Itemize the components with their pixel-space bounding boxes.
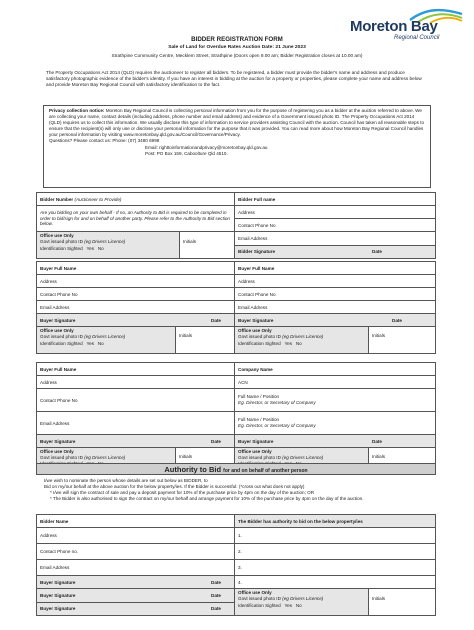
authority-table [36, 514, 436, 616]
buyer1-office-use: Office use Only Govt issued photo ID (eg Drivers Licence) Identification Sighted Yes No Initials [37, 327, 235, 354]
bidder-office-use: Office use Only Govt issued photo ID (eg Drivers Licence) Identification Sighted Yes No Initials [37, 232, 235, 259]
option-sign-myself[interactable]: * I/we will sign the contract of sale and pay a deposit payment for 10% of the purchase price by 4pm on the day of the auction; OR [50, 490, 315, 496]
form-subtitle: Sale of Land for Overdue Rates Auction Date: 21 June 2023 [168, 45, 306, 50]
buyer1-address[interactable]: Address [37, 275, 235, 288]
ab-bidder-name[interactable]: Bidder Name [37, 515, 235, 528]
logo-wordmark: Moreton Bay [350, 18, 438, 35]
privacy-email: Email: righttoinformationandprivacy@moretonbay.qld.gov.au [145, 144, 268, 150]
buyer2-email[interactable]: Email Address [235, 301, 436, 314]
initials-box[interactable]: Initials [368, 448, 435, 472]
ab-office-use: Office use Only Govt issued photo ID (eg Drivers Licence) Identification Sighted Yes No Initials [235, 589, 436, 616]
privacy-post: Post: PO Box 159, Caboolture Qld 4510. [145, 150, 228, 156]
buyer2-signature[interactable]: Buyer Signature Date [235, 314, 436, 327]
buyer2-office-use: Office use Only Govt issued photo ID (eg Drivers Licence) Identification Sighted Yes No Initials [235, 327, 436, 354]
bidder-address-field[interactable]: Address [235, 206, 436, 219]
ab-property-1[interactable]: 1. [235, 528, 436, 544]
privacy-questions: Questions? Please contact us: Phone: (07) 3480 6998 [49, 138, 160, 144]
authority-banner: Authority to Bid for and on behalf of another person [36, 463, 436, 475]
initials-box[interactable]: Initials [368, 327, 435, 353]
bidder-signature-field[interactable]: Bidder Signature Date [235, 245, 436, 259]
buyer3-contact[interactable]: Contact Phone No [37, 389, 235, 412]
sighted-no[interactable]: No [97, 245, 104, 251]
ab-property-header: The Bidder has authority to bid on the below property/ies [235, 515, 436, 528]
bidder-number-cell[interactable]: Bidder Number (Auctioneer to Provide) [37, 193, 235, 206]
bidder-table [36, 192, 436, 259]
ab-email[interactable]: Email Address [37, 560, 235, 576]
buyer1-signature[interactable]: Buyer Signature Date [37, 314, 235, 327]
buyer2-address[interactable]: Address [235, 275, 436, 288]
buyer3-address[interactable]: Address [37, 376, 235, 389]
ab-buyer-signature-3[interactable]: Buyer Signature Date [37, 602, 235, 616]
buyer1-full-name[interactable]: Buyer Full Name [37, 262, 235, 275]
venue-line: Strathpine Community Centre, Mecklem Street, Strathpine (Doors open 9.00 am; Bidder Registration closes at 10.00 am) [111, 53, 363, 58]
privacy-heading: Privacy collection notice: [49, 108, 105, 113]
bidder-contact-field[interactable]: Contact Phone No [235, 219, 436, 232]
ab-property-3[interactable]: 3. [235, 560, 436, 576]
ab-property-2[interactable]: 2. [235, 544, 436, 560]
buyer1-contact[interactable]: Contact Phone No [37, 288, 235, 301]
privacy-notice [43, 105, 431, 188]
logo-tagline: Regional Council [394, 35, 440, 41]
company-signature[interactable]: Buyer Signature Date [235, 435, 436, 448]
buyer3-full-name[interactable]: Buyer Full Name [37, 363, 235, 376]
buyer1-email[interactable]: Email Address [37, 301, 235, 314]
ab-property-4[interactable]: 4. [235, 576, 436, 589]
buyer3-email[interactable]: Email Address [37, 412, 235, 435]
authority-text: I/we wish to nominate the person whose details are set out below as BIDDER, to Bid on my/our behalf at the above auction for the below property/ies. If the Bidder is successful: (*cross out what does not apply) * I/we will sign the contract of sale and pay a deposit payment for 10% of the purchase price by 4pm on the day of the auction; OR * The Bidder is also authorised to sign the contract on my/our behalf and arrange payment for 10% of the purchase price by 4pm on the day of the auction. [44, 478, 429, 502]
buyer2-full-name[interactable]: Buyer Full Name [235, 262, 436, 275]
bidder-full-name-field[interactable]: Bidder Full name [235, 193, 436, 206]
behalf-note: Are you bidding on your own behalf - If no, an Authority to Bid is required to be completed in order to bid/sign for and on behalf of another party. Please refer to the Authority to Bid section below. [37, 206, 235, 232]
ab-contact[interactable]: Contact Phone no. [37, 544, 235, 560]
company-position-field-2[interactable]: Full Name / Position Eg. Director, or Secretary of Company [235, 412, 436, 435]
company-name-field[interactable]: Company Name [235, 363, 436, 376]
buyer3-office-use: Office use Only Govt issued photo ID (eg Drivers Licence) Initials [37, 448, 235, 473]
form-title: BIDDER REGISTRATION FORM [191, 36, 283, 43]
council-logo [350, 6, 466, 40]
company-office-use: Office use Only Govt issued photo ID (eg Drivers Licence) Initials [235, 448, 436, 473]
privacy-text: Moreton Bay Regional Council is collecting personal information from you for the purpose of registering you as a bidder at the auction referred to above. We are collecting your name, contact details (including address, phone number and email address) and evidence of a Government issued photo ID. The Property Occupations Act 2014 (QLD) requires us to collect this information. We usually disclose this type of information to service providers assisting Council with the auction. Council has taken all reasonable steps to ensure that the recipient(s) will only use or disclose your personal information for the purpose that it was provided. You can read more about how Moreton Bay Regional Council handles your personal information by visiting www.moretonbay.qld.gov.au/Council/Governance/Privacy. [49, 108, 424, 138]
buyer2-contact[interactable]: Contact Phone No [235, 288, 436, 301]
ab-buyer-signature-2[interactable]: Buyer Signature Date [37, 589, 235, 603]
buyer3-signature[interactable]: Buyer Signature Date [37, 435, 235, 448]
option-bidder-signs[interactable]: * The Bidder is also authorised to sign the contract on my/our behalf and arrange payment for 10% of the purchase price by 4pm on the day of the auction. [50, 496, 364, 502]
sighted-yes[interactable]: Yes [86, 245, 94, 251]
company-position-field[interactable]: Full Name / Position Eg. Director, or Secretary of Company [235, 389, 436, 412]
buyer-company-table [36, 362, 436, 473]
intro-text: The Property Occupations Act 2014 (QLD) requires the auctioneer to register all bidders. To be registered, a bidder must provide the bidder's name and address and produce satisfactory photographic evidence of the bidder's identity. If you have an interest in bidding at the auction for a property or properties, please complete your name and address below and provide Moreton Bay Regional Council with satisfactory identification to the fact. [46, 70, 422, 88]
initials-box[interactable]: Initials [175, 448, 234, 472]
buyer-table-1 [36, 261, 436, 354]
initials-box[interactable]: Initials [179, 232, 234, 258]
initials-box[interactable]: Initials [368, 589, 435, 615]
ab-address[interactable]: Address [37, 528, 235, 544]
ab-buyer-signature[interactable]: Buyer Signature Date [37, 576, 235, 589]
company-acn-field[interactable]: ACN [235, 376, 436, 389]
initials-box[interactable]: Initials [175, 327, 234, 353]
bidder-email-field[interactable]: Email Address [235, 232, 436, 246]
